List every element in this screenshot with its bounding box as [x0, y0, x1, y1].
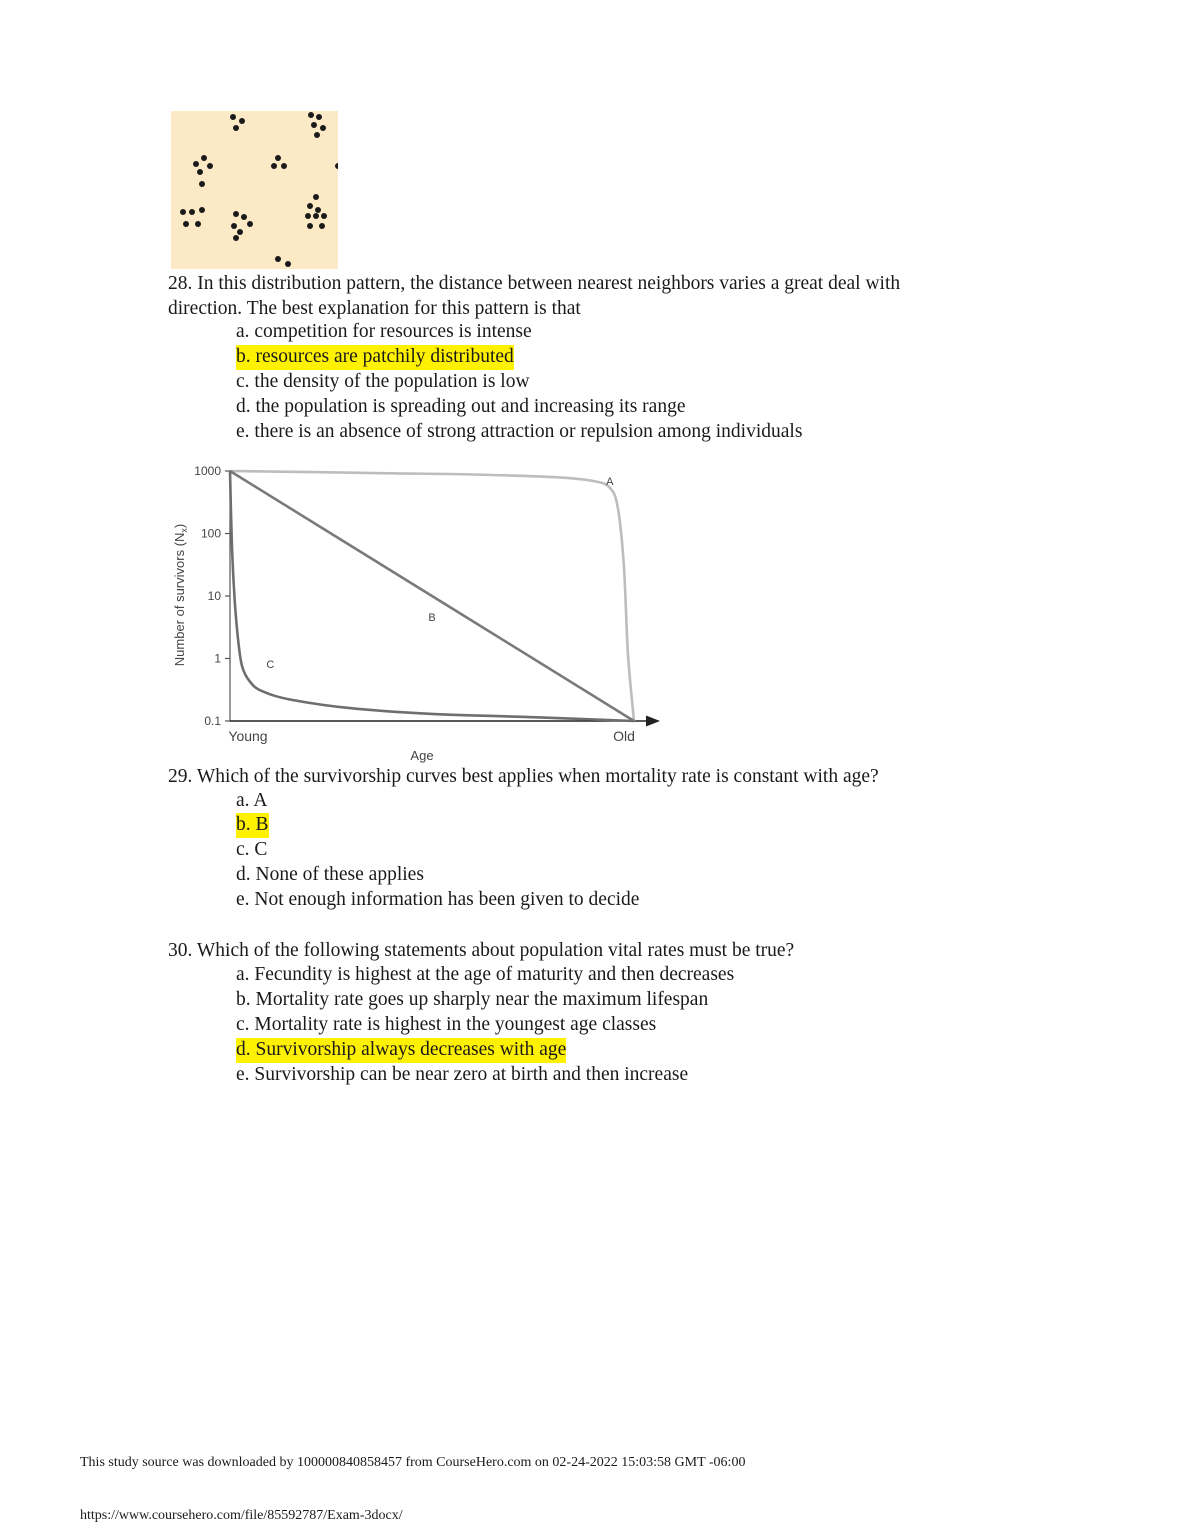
dot	[281, 163, 287, 169]
y-tick-label: 10	[207, 589, 221, 603]
dot	[271, 163, 277, 169]
dot	[201, 155, 207, 161]
dot	[308, 112, 314, 118]
survivorship-chart	[160, 455, 680, 765]
dot	[311, 122, 317, 128]
x-tick-label: Young	[228, 728, 268, 744]
dot	[319, 223, 325, 229]
q28-option-d: d. the population is spreading out and increasing its range	[236, 396, 686, 417]
y-tick-label: 0.1	[204, 714, 221, 728]
dot	[314, 132, 320, 138]
dot	[199, 181, 205, 187]
dot	[183, 221, 189, 227]
dot	[313, 194, 319, 200]
y-tick-label: 100	[200, 526, 221, 541]
q29-option-a: a. A	[236, 790, 268, 811]
q29-option-e: e. Not enough information has been given to decide	[236, 889, 640, 910]
q29-option-c: c. C	[236, 839, 268, 860]
q30-stem: 30. Which of the following statements about population vital rates must be true?	[168, 940, 795, 961]
q29-option-b-highlighted: b. B	[236, 813, 269, 838]
q30-option-c: c. Mortality rate is highest in the youngest age classes	[236, 1014, 657, 1035]
y-axis-title-main: Number of survivors (N	[172, 532, 187, 667]
y-axis-title-end: )	[172, 523, 187, 529]
q30-option-b: b. Mortality rate goes up sharply near the maximum lifespan	[236, 989, 709, 1010]
dot	[233, 235, 239, 241]
y-tick-label: 1000	[194, 464, 221, 478]
dot	[241, 214, 247, 220]
dot	[199, 207, 205, 213]
x-tick-label: Old	[613, 728, 635, 744]
dot	[313, 213, 319, 219]
series-c-label: C	[266, 659, 275, 672]
dot	[305, 213, 311, 219]
dot	[320, 125, 326, 131]
dot	[307, 203, 313, 209]
dot	[247, 221, 253, 227]
q30-option-d-highlighted: d. Survivorship always decreases with age	[236, 1038, 566, 1063]
dot	[307, 223, 313, 229]
dot	[275, 155, 281, 161]
series-a-label: A	[606, 475, 614, 488]
dot	[207, 163, 213, 169]
dot	[275, 256, 281, 262]
dot	[193, 161, 199, 167]
q30-option-e: e. Survivorship can be near zero at birth and then increase	[236, 1064, 689, 1085]
dot	[237, 229, 243, 235]
dot	[233, 211, 239, 217]
x-axis-title: Age	[410, 748, 434, 763]
y-axis-title-subscript: x	[179, 528, 189, 533]
dot	[195, 221, 201, 227]
dot	[233, 125, 239, 131]
dot	[180, 209, 186, 215]
series-b-label: B	[428, 611, 436, 624]
series-b-curve	[230, 471, 634, 721]
x-axis-arrow	[646, 716, 660, 727]
source-url[interactable]: https://www.coursehero.com/file/85592787/Exam-3docx/	[80, 1508, 403, 1523]
dot	[189, 209, 195, 215]
q29-option-d: d. None of these applies	[236, 864, 424, 885]
q29-stem: 29. Which of the survivorship curves best applies when mortality rate is constant with age?	[168, 766, 879, 787]
q28-option-c: c. the density of the population is low	[236, 371, 530, 392]
clumped-distribution-figure	[171, 111, 338, 269]
y-axis-title	[172, 524, 189, 666]
dot	[335, 163, 338, 169]
dot	[231, 223, 237, 229]
q28-stem-line2: direction. The best explanation for this pattern is that	[168, 298, 581, 319]
q28-stem-line1: 28. In this distribution pattern, the distance between nearest neighbors varies a great deal with	[168, 273, 901, 294]
q30-option-a: a. Fecundity is highest at the age of maturity and then decreases	[236, 964, 735, 985]
dot	[197, 169, 203, 175]
x-axis	[230, 716, 660, 727]
y-tick-label: 1	[214, 651, 221, 666]
dot	[230, 114, 236, 120]
dot	[285, 261, 291, 267]
download-note: This study source was downloaded by 100000840858457 from CourseHero.com on 02-24-2022 15:03:58 GMT -06:00	[80, 1455, 746, 1470]
dot	[316, 114, 322, 120]
q28-option-a: a. competition for resources is intense	[236, 321, 532, 342]
dot	[321, 213, 327, 219]
q28-option-b-highlighted: b. resources are patchily distributed	[236, 345, 514, 370]
dot	[239, 118, 245, 124]
q28-option-e: e. there is an absence of strong attraction or repulsion among individuals	[236, 421, 803, 442]
